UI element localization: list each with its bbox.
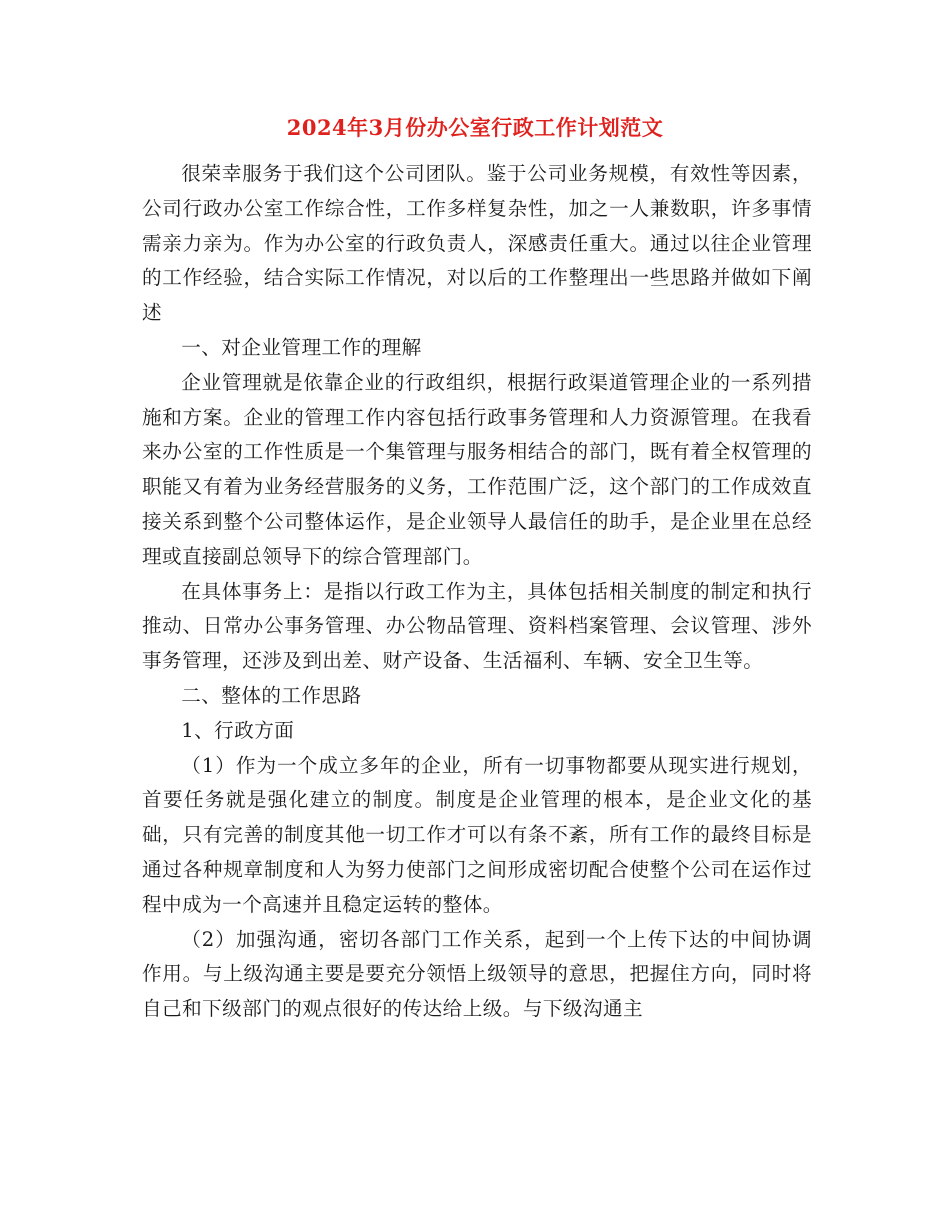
document-title: 2024年3月份办公室行政工作计划范文 <box>286 115 664 140</box>
paragraph-item-1: （1）作为一个成立多年的企业，所有一切事物都要从现实进行规划，首要任务就是强化建立的制度。制度是企业管理的根本，是企业文化的基础，只有完善的制度其他一切工作才可以有条不紊，所有工作的最终目标是通过各种规章制度和人为努力使部门之间形成密切配合使整个公司在运作过程中成为一个高速并且稳定运转的整体。 <box>142 753 812 916</box>
subsection-heading-admin: 1、行政方面 <box>181 718 295 742</box>
section-heading-2: 二、整体的工作思路 <box>181 683 362 707</box>
paragraph-management: 企业管理就是依靠企业的行政组织，根据行政渠道管理企业的一系列措施和方案。企业的管理工作内容包括行政事务管理和人力资源管理。在我看来办公室的工作性质是一个集管理与服务相结合的部门，既有着全权管理的职能又有着为业务经营服务的义务，工作范围广泛，这个部门的工作成效直接关系到整个公司整体运作，是企业领导人最信任的助手，是企业里在总经理或直接副总领导下的综合管理部门。 <box>142 370 812 568</box>
paragraph-item-2: （2）加强沟通，密切各部门工作关系，起到一个上传下达的中间协调作用。与上级沟通主要是要充分领悟上级领导的意思，把握住方向，同时将自己和下级部门的观点很好的传达给上级。与下级沟通主 <box>142 927 812 1021</box>
paragraph-intro: 很荣幸服务于我们这个公司团队。鉴于公司业务规模，有效性等因素，公司行政办公室工作综合性，工作多样复杂性，加之一人兼数职，许多事情需亲力亲为。作为办公室的行政负责人，深感责任重大。通过以往企业管理的工作经验，结合实际工作情况，对以后的工作整理出一些思路并做如下阐述 <box>142 162 812 325</box>
section-heading-1: 一、对企业管理工作的理解 <box>181 335 422 359</box>
document-body <box>142 157 812 1027</box>
paragraph-specific-affairs: 在具体事务上：是指以行政工作为主，具体包括相关制度的制定和执行推动、日常办公事务管理、办公物品管理、资料档案管理、会议管理、涉外事务管理，还涉及到出差、财产设备、生活福利、车辆、安全卫生等。 <box>142 579 812 673</box>
